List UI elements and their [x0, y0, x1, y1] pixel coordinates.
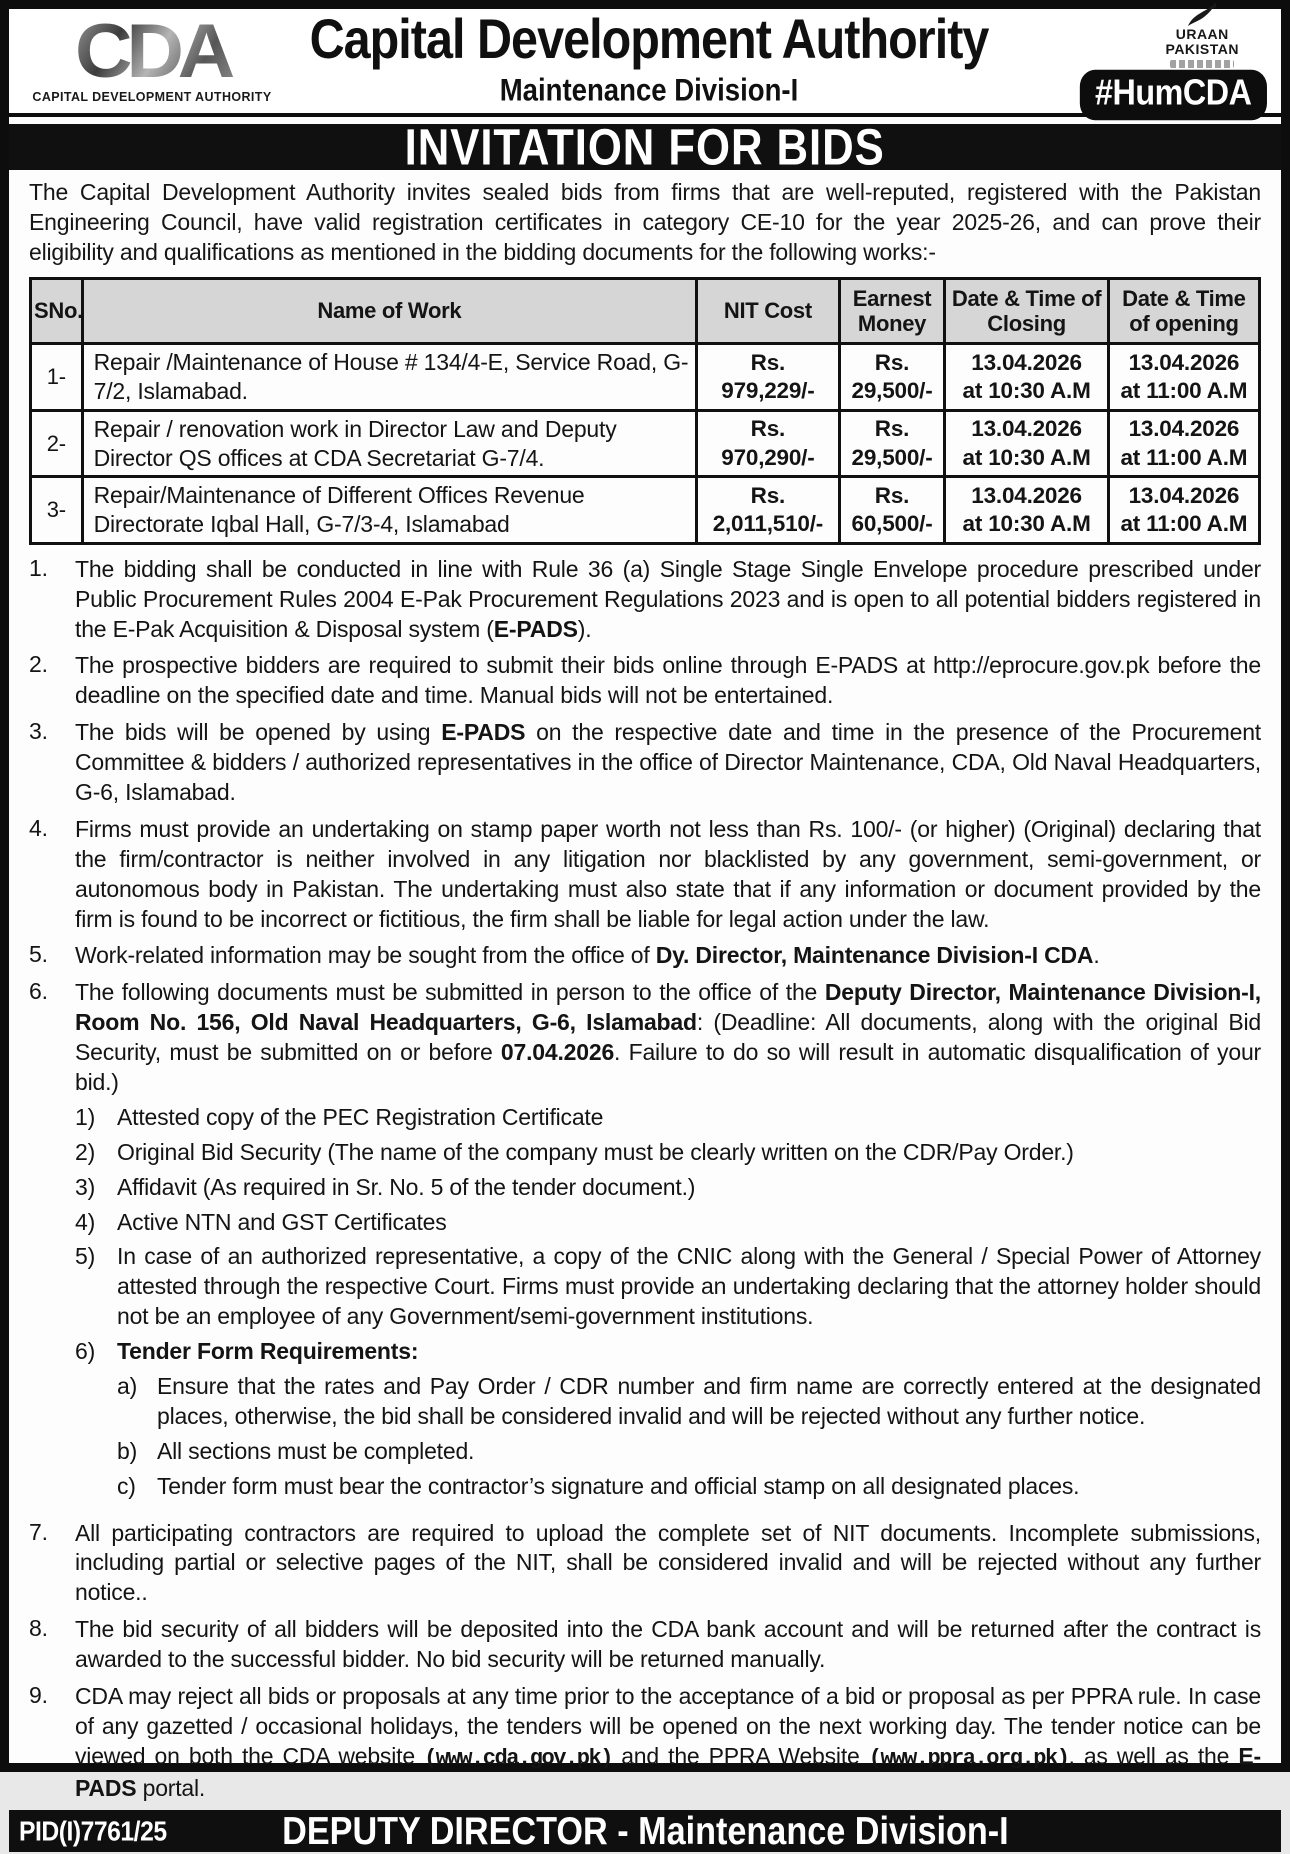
uraan-urdu-tagline — [1170, 60, 1234, 68]
col-header-date-opening: Date & Time of opening — [1108, 278, 1259, 344]
terms-and-conditions — [29, 555, 1261, 1804]
tender-form-requirements-heading: Tender Form Requirements: — [117, 1338, 419, 1365]
currency-label: Rs. — [750, 416, 786, 442]
subsubterm-letter: c) — [117, 1472, 136, 1499]
organization-title: Capital Development Authority — [309, 7, 989, 71]
closing-date: 13.04.2026 — [971, 416, 1082, 442]
earnest-money-cell — [839, 344, 945, 411]
earnest-money-cell — [839, 477, 945, 544]
term-text: Firms must provide an undertaking on stamp paper worth not less than Rs. 100/- (or higher) (Original) declaring that the firm/contractor is neither involved in any litigation nor blacklisted by any government, semi-government, or autonomous body in Pakistan. The undertaking must also state that if any information or document provided by the firm is found to be incorrect or fictitious, the firm shall be liable for legal action under the law. — [75, 815, 1261, 932]
subterm-number: 4) — [75, 1208, 96, 1235]
sno-cell: 2- — [31, 410, 83, 477]
currency-label: Rs. — [874, 416, 910, 442]
uraan-pakistan-logo — [1166, 1, 1239, 67]
requirement-item-c — [117, 1472, 1261, 1502]
term-number: 1. — [29, 554, 48, 581]
term-number: 5. — [29, 941, 48, 968]
col-header-name-of-work: Name of Work — [82, 278, 697, 344]
subterm-text: Attested copy of the PEC Registration Certificate — [117, 1103, 604, 1130]
table-row — [31, 344, 1260, 411]
term-item-8 — [29, 1615, 1261, 1675]
subterm-number: 5) — [75, 1243, 96, 1270]
term-item-5 — [29, 941, 1261, 971]
closing-datetime-cell — [945, 410, 1108, 477]
document-item-2 — [75, 1138, 1261, 1168]
term-text-main: The following documents must be submitted in person to the office of the Deputy Director, Maintenance Division-I, Room No. 156, Old Naval Headquarters, G-6, Islamabad: (Deadline: All documents, along with the original Bid Security, must be submitted on or before 07.04.2026. Failure to do so will result in automatic disqualification of your bid.) — [75, 979, 1261, 1096]
currency-label: Rs. — [874, 349, 910, 375]
subsubterm-text: Ensure that the rates and Pay Order / CDR number and firm name are correctly entered at the designated places, otherwise, the bid shall be considered invalid and will be rejected without any further notice. — [157, 1373, 1261, 1429]
subterm-text: In case of an authorized representative, a copy of the CNIC along with the General / Special Power of Attorney attested through the respective Court. Firms must provide an undertaking declaring that the attorney holder should not be an employee of any Government/semi-government institutions. — [117, 1243, 1261, 1330]
opening-date: 13.04.2026 — [1128, 349, 1240, 375]
document-item-4 — [75, 1208, 1261, 1238]
cda-logo — [23, 9, 281, 104]
header — [9, 9, 1281, 117]
opening-datetime-cell — [1108, 344, 1259, 411]
nit-cost-cell — [697, 410, 840, 477]
document-item-3 — [75, 1173, 1261, 1203]
uraan-text-line1: URAAN — [1175, 26, 1229, 43]
subterm-number: 6) — [75, 1338, 96, 1365]
nit-amount: 2,011,510/- — [712, 511, 824, 537]
cda-logo-letters: CDA — [17, 16, 288, 88]
subterm-number: 1) — [75, 1103, 96, 1130]
subterm-text: Original Bid Security (The name of the company must be clearly written on the CDR/Pay Order.) — [117, 1138, 1074, 1165]
term-text — [75, 978, 1261, 1511]
subterm-text: Active NTN and GST Certificates — [117, 1208, 447, 1235]
subterm-text — [117, 1337, 1261, 1506]
header-titles — [281, 7, 1017, 109]
term-number: 8. — [29, 1615, 48, 1642]
term-text: Work-related information may be sought from the office of Dy. Director, Maintenance Division-I CDA. — [75, 942, 1100, 969]
closing-date: 13.04.2026 — [971, 482, 1082, 508]
document-item-1 — [75, 1103, 1261, 1133]
requirement-item-b — [117, 1437, 1261, 1467]
subterm-number: 2) — [75, 1138, 96, 1165]
closing-date: 13.04.2026 — [971, 349, 1082, 375]
term-text: The bidding shall be conducted in line with Rule 36 (a) Single Stage Single Envelope procedure prescribed under Public Procurement Rules 2004 E-Pak Procurement Regulations 2023 and is open to all potential bidders registered in the E-Pak Acquisition & Disposal system (E-PADS). — [75, 555, 1261, 642]
col-header-nit-cost: NIT Cost — [697, 278, 840, 344]
tender-form-requirements-list — [117, 1372, 1261, 1502]
term-text: The prospective bidders are required to submit their bids online through E-PADS at http://eprocure.gov.pk before the deadline on the specified date and time. Manual bids will not be entertained. — [75, 652, 1261, 709]
currency-label: Rs. — [750, 482, 786, 508]
nit-cost-cell — [697, 344, 840, 411]
col-header-sno: SNo. — [31, 278, 83, 344]
intro-paragraph: The Capital Development Authority invites sealed bids from firms that are well-reputed, registered with the Pakistan Engineering Council, have valid registration certificates in category CE-10 for the year 2025-26, and can prove their eligibility and qualifications as mentioned in the bidding documents for the following works:- — [29, 179, 1261, 265]
opening-time: at 11:00 A.M — [1120, 444, 1248, 470]
humcda-hashtag-badge: #HumCDA — [1080, 69, 1267, 119]
term-number: 3. — [29, 718, 48, 745]
term-item-3 — [29, 718, 1261, 808]
earnest-amount: 29,500/- — [851, 444, 933, 470]
closing-datetime-cell — [945, 477, 1108, 544]
term-item-6 — [29, 978, 1261, 1511]
closing-datetime-cell — [945, 344, 1108, 411]
term-text: The bids will be opened by using E-PADS on the respective date and time in the presence of the Procurement Committee & bidders / authorized representatives in the office of Director Maintenance, CDA, Old Naval Headquarters, G-6, Islamabad. — [75, 719, 1261, 805]
table-row — [31, 410, 1260, 477]
document-item-5 — [75, 1242, 1261, 1332]
col-header-earnest-money: Earnest Money — [839, 278, 945, 344]
requirement-item-a — [117, 1372, 1261, 1432]
term-number: 7. — [29, 1518, 48, 1545]
work-name-cell: Repair /Maintenance of House # 134/4-E, Service Road, G-7/2, Islamabad. — [82, 344, 697, 411]
work-name-cell: Repair / renovation work in Director Law and Deputy Director QS offices at CDA Secretariat G-7/4. — [82, 410, 697, 477]
footer-bar — [9, 1810, 1281, 1852]
term-number: 6. — [29, 978, 48, 1005]
term-item-4 — [29, 815, 1261, 935]
pid-number: PID(I)7761/25 — [19, 1815, 167, 1848]
works-table — [29, 277, 1261, 545]
earnest-money-cell — [839, 410, 945, 477]
term-text: CDA may reject all bids or proposals at any time prior to the acceptance of a bid or proposal as per PPRA rule. In case of any gazetted / occasional holidays, the tenders will be opened on the next working day. The tender notice can be viewed on both the CDA website (www.cda.gov.pk) and the PPRA Website (www.ppra.org.pk), as well as the E-PADS portal. — [75, 1683, 1261, 1801]
term-item-2 — [29, 651, 1261, 711]
term-item-7 — [29, 1519, 1261, 1609]
currency-label: Rs. — [874, 482, 910, 508]
term-text: The bid security of all bidders will be deposited into the CDA bank account and will be returned after the contract is awarded to the successful bidder. No bid security will be returned manually. — [75, 1616, 1261, 1673]
subterm-text: Affidavit (As required in Sr. No. 5 of the tender document.) — [117, 1173, 696, 1200]
closing-time: at 10:30 A.M — [962, 511, 1091, 537]
subsubterm-text: All sections must be completed. — [157, 1437, 475, 1464]
nit-amount: 979,229/- — [721, 378, 815, 404]
opening-date: 13.04.2026 — [1128, 482, 1240, 508]
earnest-amount: 29,500/- — [851, 378, 933, 404]
term-item-1 — [29, 555, 1261, 645]
document-item-6 — [75, 1337, 1261, 1506]
opening-date: 13.04.2026 — [1128, 416, 1240, 442]
currency-label: Rs. — [750, 349, 786, 375]
opening-time: at 11:00 A.M — [1120, 378, 1248, 404]
signature-title: DEPUTY DIRECTOR - Maintenance Division-I — [281, 1808, 1009, 1854]
closing-time: at 10:30 A.M — [962, 444, 1091, 470]
division-subtitle: Maintenance Division-I — [499, 73, 799, 109]
bird-icon — [1185, 1, 1219, 27]
closing-time: at 10:30 A.M — [962, 378, 1091, 404]
notice-body — [9, 170, 1281, 1810]
opening-time: at 11:00 A.M — [1120, 511, 1248, 537]
required-documents-list — [75, 1103, 1261, 1507]
banner-title: INVITATION FOR BIDS — [404, 118, 886, 176]
nit-amount: 970,290/- — [721, 444, 815, 470]
term-text: All participating contractors are required to upload the complete set of NIT documents. Incomplete submissions, including partial or selective pages of the NIT, shall be considered invalid and will be rejected without any further notice.. — [75, 1519, 1261, 1606]
subsubterm-text: Tender form must bear the contractor’s signature and official stamp on all designated places. — [157, 1472, 1080, 1499]
term-number: 4. — [29, 814, 48, 841]
term-number: 9. — [29, 1682, 48, 1709]
sno-cell: 3- — [31, 477, 83, 544]
work-name-cell: Repair/Maintenance of Different Offices Revenue Directorate Iqbal Hall, G-7/3-4, Islamabad — [82, 477, 697, 544]
opening-datetime-cell — [1108, 477, 1259, 544]
invitation-banner — [9, 118, 1281, 176]
uraan-text-line2: PAKISTAN — [1165, 41, 1239, 57]
col-header-date-closing: Date & Time of Closing — [945, 278, 1108, 344]
subterm-number: 3) — [75, 1173, 96, 1200]
opening-datetime-cell — [1108, 410, 1259, 477]
subsubterm-letter: b) — [117, 1437, 138, 1464]
term-item-9 — [29, 1682, 1261, 1803]
table-row — [31, 477, 1260, 544]
sno-cell: 1- — [31, 344, 83, 411]
nit-cost-cell — [697, 477, 840, 544]
header-badges — [1017, 1, 1267, 118]
earnest-amount: 60,500/- — [851, 511, 933, 537]
term-number: 2. — [29, 651, 48, 678]
cda-logo-caption: CAPITAL DEVELOPMENT AUTHORITY — [32, 89, 272, 104]
subsubterm-letter: a) — [117, 1373, 138, 1400]
table-header-row — [31, 278, 1260, 344]
